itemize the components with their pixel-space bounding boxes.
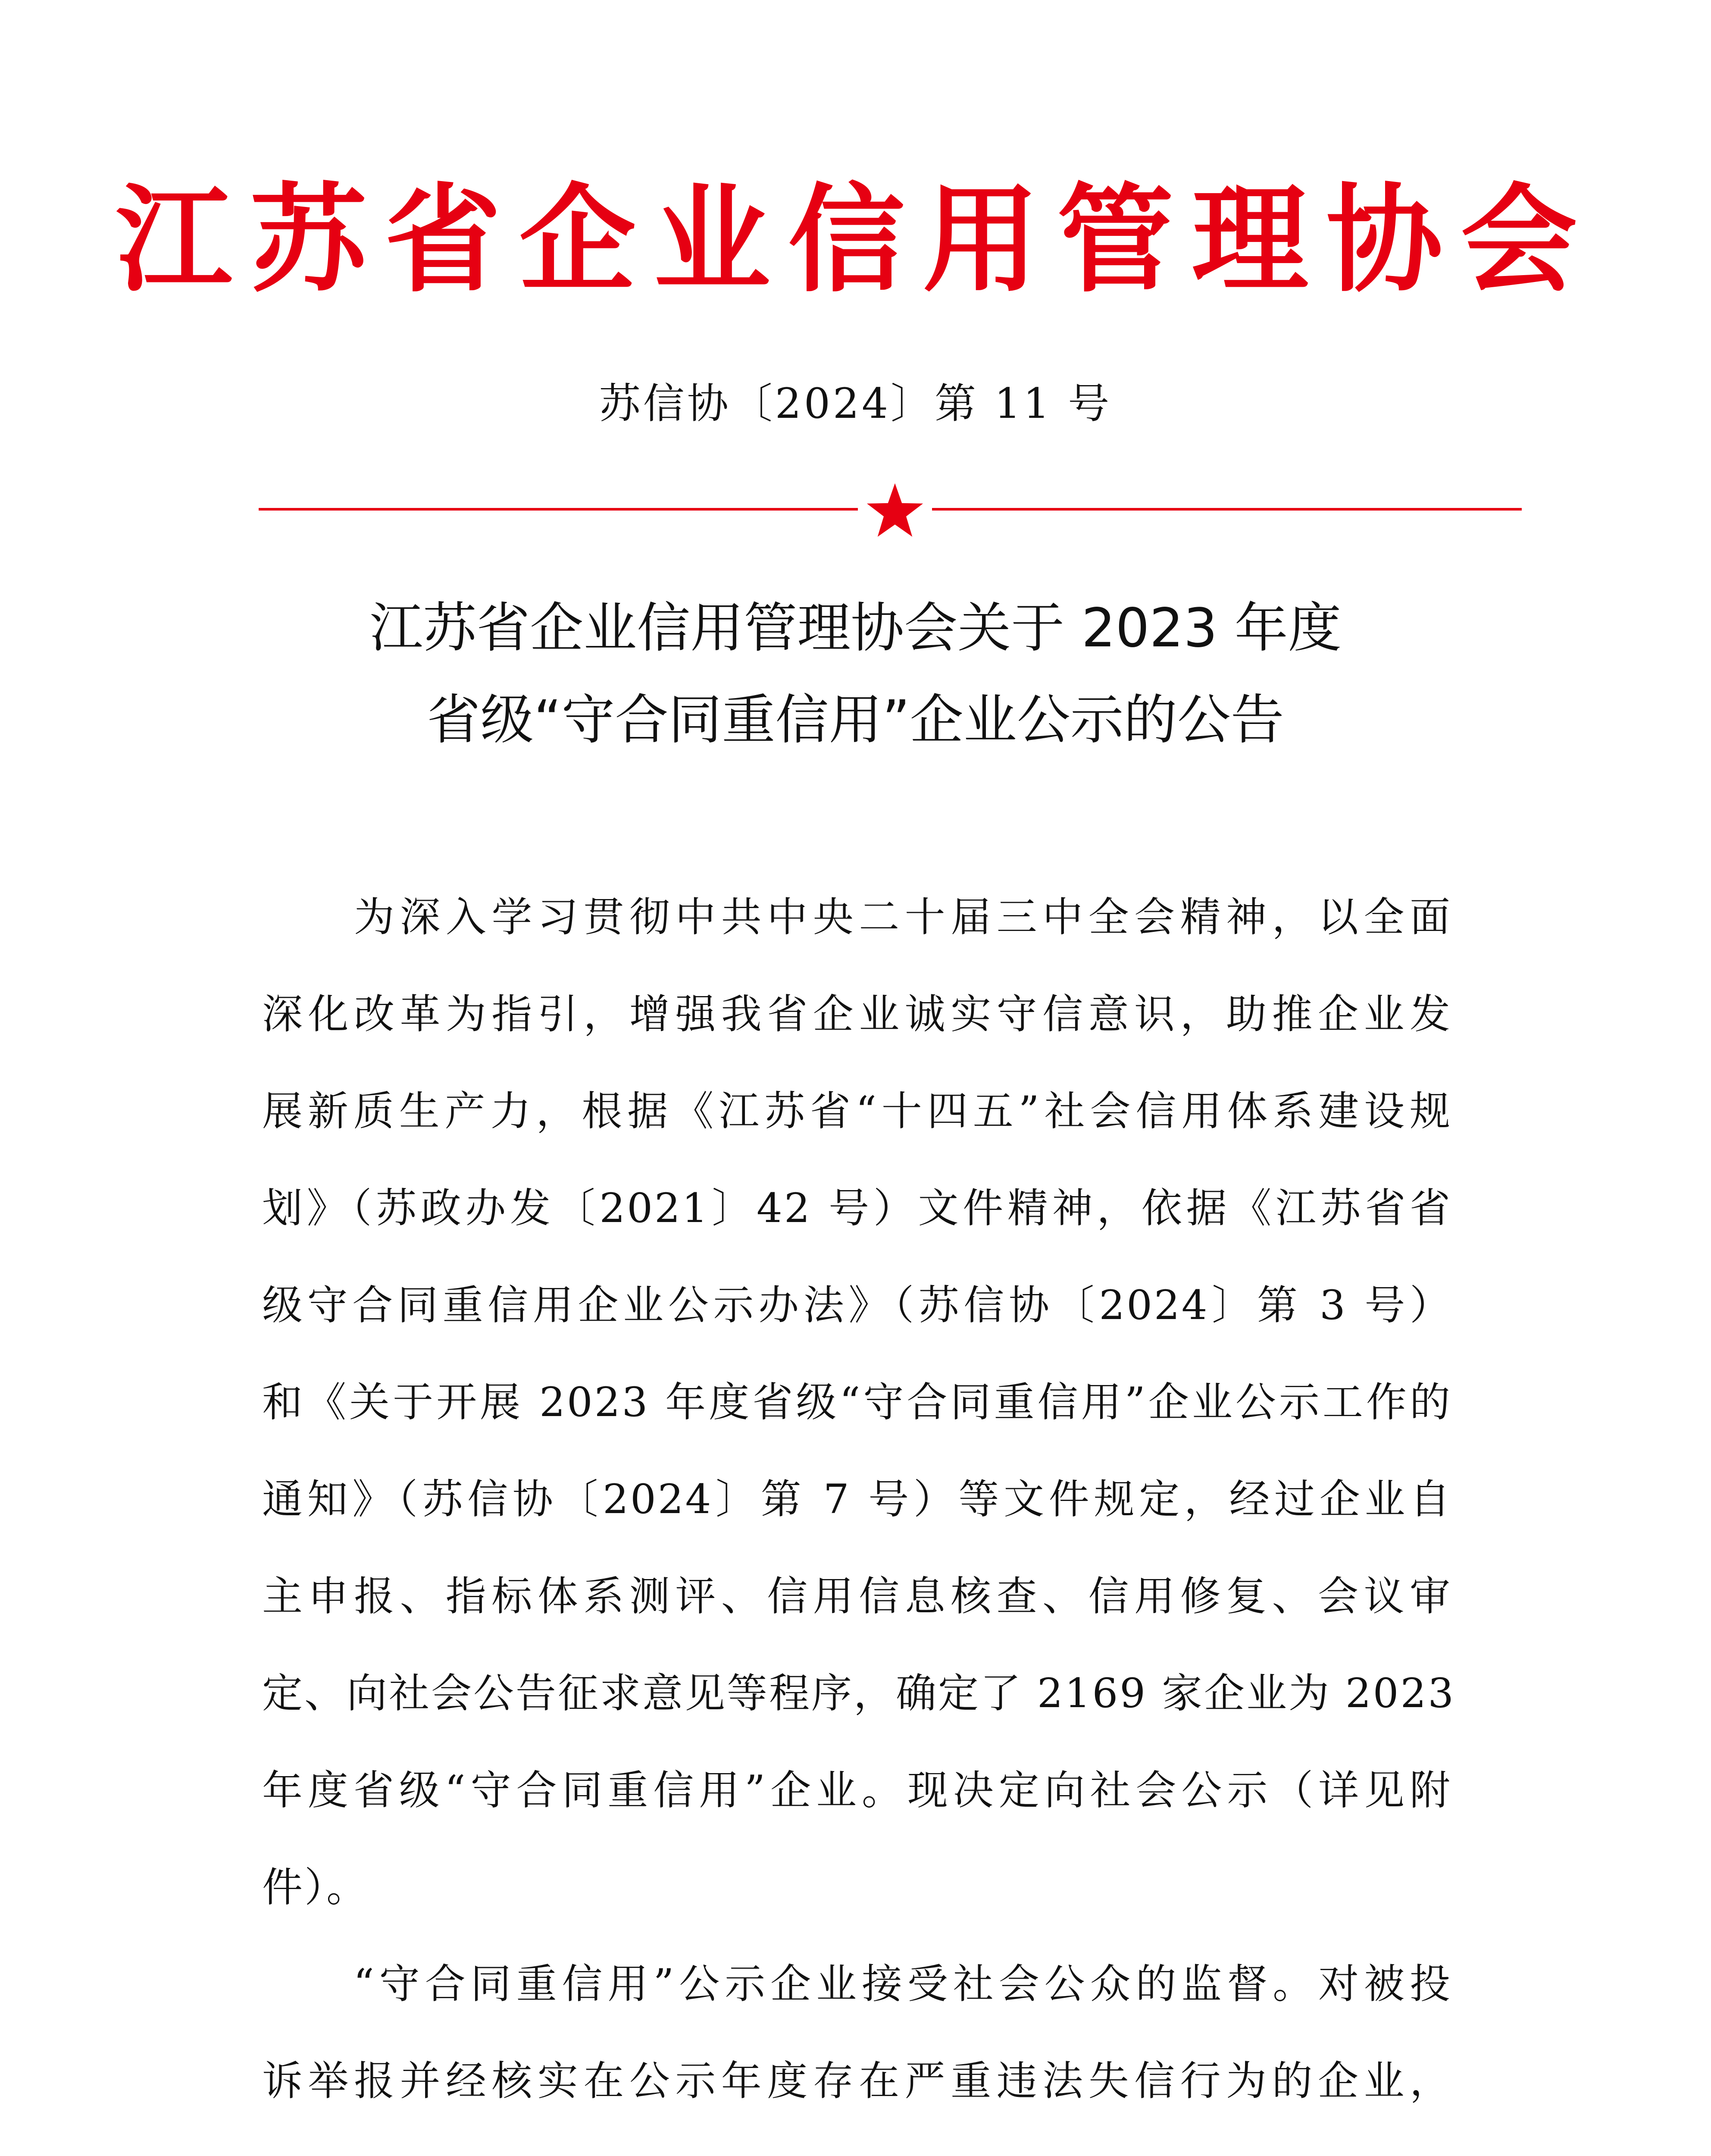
body-line: 年度省级“守合同重信用”企业。现决定向社会公示（详见附 — [262, 1767, 1452, 1814]
body-line: 深化改革为指引，增强我省企业诚实守信意识，助推企业发 — [262, 991, 1452, 1038]
body-paragraph-2 — [262, 1936, 1452, 2130]
body-line: 诉举报并经核实在公示年度存在严重违法失信行为的企业， — [262, 2058, 1452, 2105]
body-line: 和《关于开展 2023 年度省级“守合同重信用”企业公示工作的 — [262, 1379, 1452, 1426]
body-line: 通知》（苏信协〔2024〕第 7 号）等文件规定，经过企业自 — [262, 1476, 1452, 1523]
header-divider-left — [259, 508, 858, 511]
body-paragraph-1 — [262, 869, 1456, 1936]
star-shape — [867, 483, 923, 537]
notice-title-line-1: 江苏省企业信用管理协会关于 2023 年度 — [369, 597, 1342, 659]
body-line: 件）。 — [262, 1864, 369, 1911]
red-star-icon — [865, 482, 925, 538]
body-line: 级守合同重信用企业公示办法》（苏信协〔2024〕第 3 号） — [262, 1282, 1452, 1329]
body-line: “守合同重信用”公示企业接受社会公众的监督。对被投 — [262, 1961, 1452, 2008]
document-number: 苏信协〔2024〕第 11 号 — [599, 379, 1112, 428]
organization-title: 江苏省企业信用管理协会 — [116, 171, 1595, 308]
body-line: 展新质生产力，根据《江苏省“十四五”社会信用体系建设规 — [262, 1088, 1452, 1135]
notice-title-line-2: 省级“守合同重信用”企业公示的公告 — [427, 689, 1284, 751]
body-line: 主申报、指标体系测评、信用信息核查、信用修复、会议审 — [262, 1573, 1452, 1620]
header-divider-right — [932, 508, 1522, 511]
body-line: 为深入学习贯彻中共中央二十届三中全会精神，以全面 — [262, 894, 1452, 941]
body-line: 划》（苏政办发〔2021〕42 号）文件精神，依据《江苏省省 — [262, 1185, 1452, 1232]
body-line: 定、向社会公告征求意见等程序，确定了 2169 家企业为 2023 — [262, 1670, 1456, 1717]
